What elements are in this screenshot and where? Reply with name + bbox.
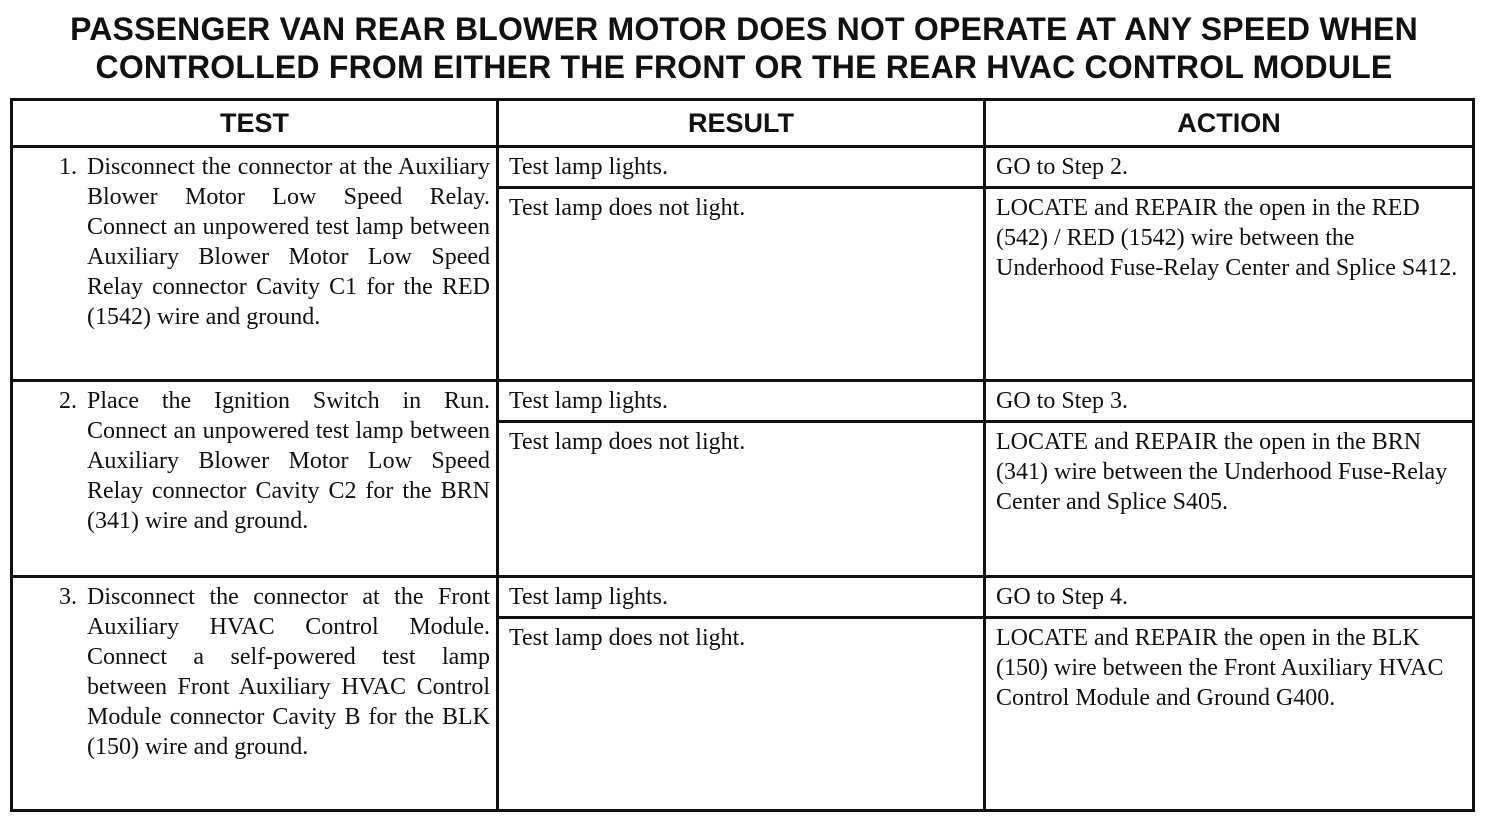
table-header-row — [12, 100, 1474, 147]
step-number: 3. — [59, 583, 77, 610]
step-instruction: Place the Ignition Switch in Run. Connect an unpowered test lamp between Auxiliary Blower Motor Low Speed Relay connector Cavity C2 for the BRN (341) wire and ground. — [87, 388, 490, 535]
result-cell: Test lamp does not light. — [498, 617, 985, 810]
test-cell-step-1 — [12, 147, 498, 381]
table-row — [12, 381, 1474, 422]
action-cell: LOCATE and REPAIR the open in the BLK (150) wire between the Front Auxiliary HVAC Control Module and Ground G400. — [985, 617, 1474, 810]
test-cell-step-3 — [12, 576, 498, 810]
step-number: 2. — [59, 388, 77, 415]
step-instruction: Disconnect the connector at the Auxiliary Blower Motor Low Speed Relay. Connect an unpowered test lamp between Auxiliary Blower Motor Low Speed Relay connector Cavity C1 for the RED (1542) wire and ground. — [87, 154, 490, 330]
test-cell-step-2 — [12, 381, 498, 577]
page-title — [0, 10, 1488, 86]
step-instruction: Disconnect the connector at the Front Auxiliary HVAC Control Module. Connect a self-powered test lamp between Front Auxiliary HVAC Control Module connector Cavity B for the BLK (150) wire and ground. — [87, 583, 490, 760]
page-title-line-1: PASSENGER VAN REAR BLOWER MOTOR DOES NOT OPERATE AT ANY SPEED WHEN — [70, 11, 1418, 47]
page-title-line-2: CONTROLLED FROM EITHER THE FRONT OR THE REAR HVAC CONTROL MODULE — [95, 49, 1393, 85]
step-number: 1. — [59, 154, 77, 180]
result-cell: Test lamp lights. — [498, 576, 985, 617]
result-cell: Test lamp does not light. — [498, 422, 985, 577]
result-cell: Test lamp lights. — [498, 147, 985, 188]
header-result: RESULT — [498, 100, 985, 147]
table-row — [12, 576, 1474, 617]
result-cell: Test lamp lights. — [498, 381, 985, 422]
action-cell: GO to Step 3. — [985, 381, 1474, 422]
result-cell: Test lamp does not light. — [498, 188, 985, 381]
action-cell: GO to Step 2. — [985, 147, 1474, 188]
action-cell: LOCATE and REPAIR the open in the BRN (341) wire between the Underhood Fuse-Relay Center and Splice S405. — [985, 422, 1474, 577]
action-cell: LOCATE and REPAIR the open in the RED (542) / RED (1542) wire between the Underhood Fuse-Relay Center and Splice S412. — [985, 188, 1474, 381]
table-row — [12, 147, 1474, 188]
diagnostic-table — [10, 98, 1475, 812]
header-test: TEST — [12, 100, 498, 147]
header-action: ACTION — [985, 100, 1474, 147]
action-cell: GO to Step 4. — [985, 576, 1474, 617]
